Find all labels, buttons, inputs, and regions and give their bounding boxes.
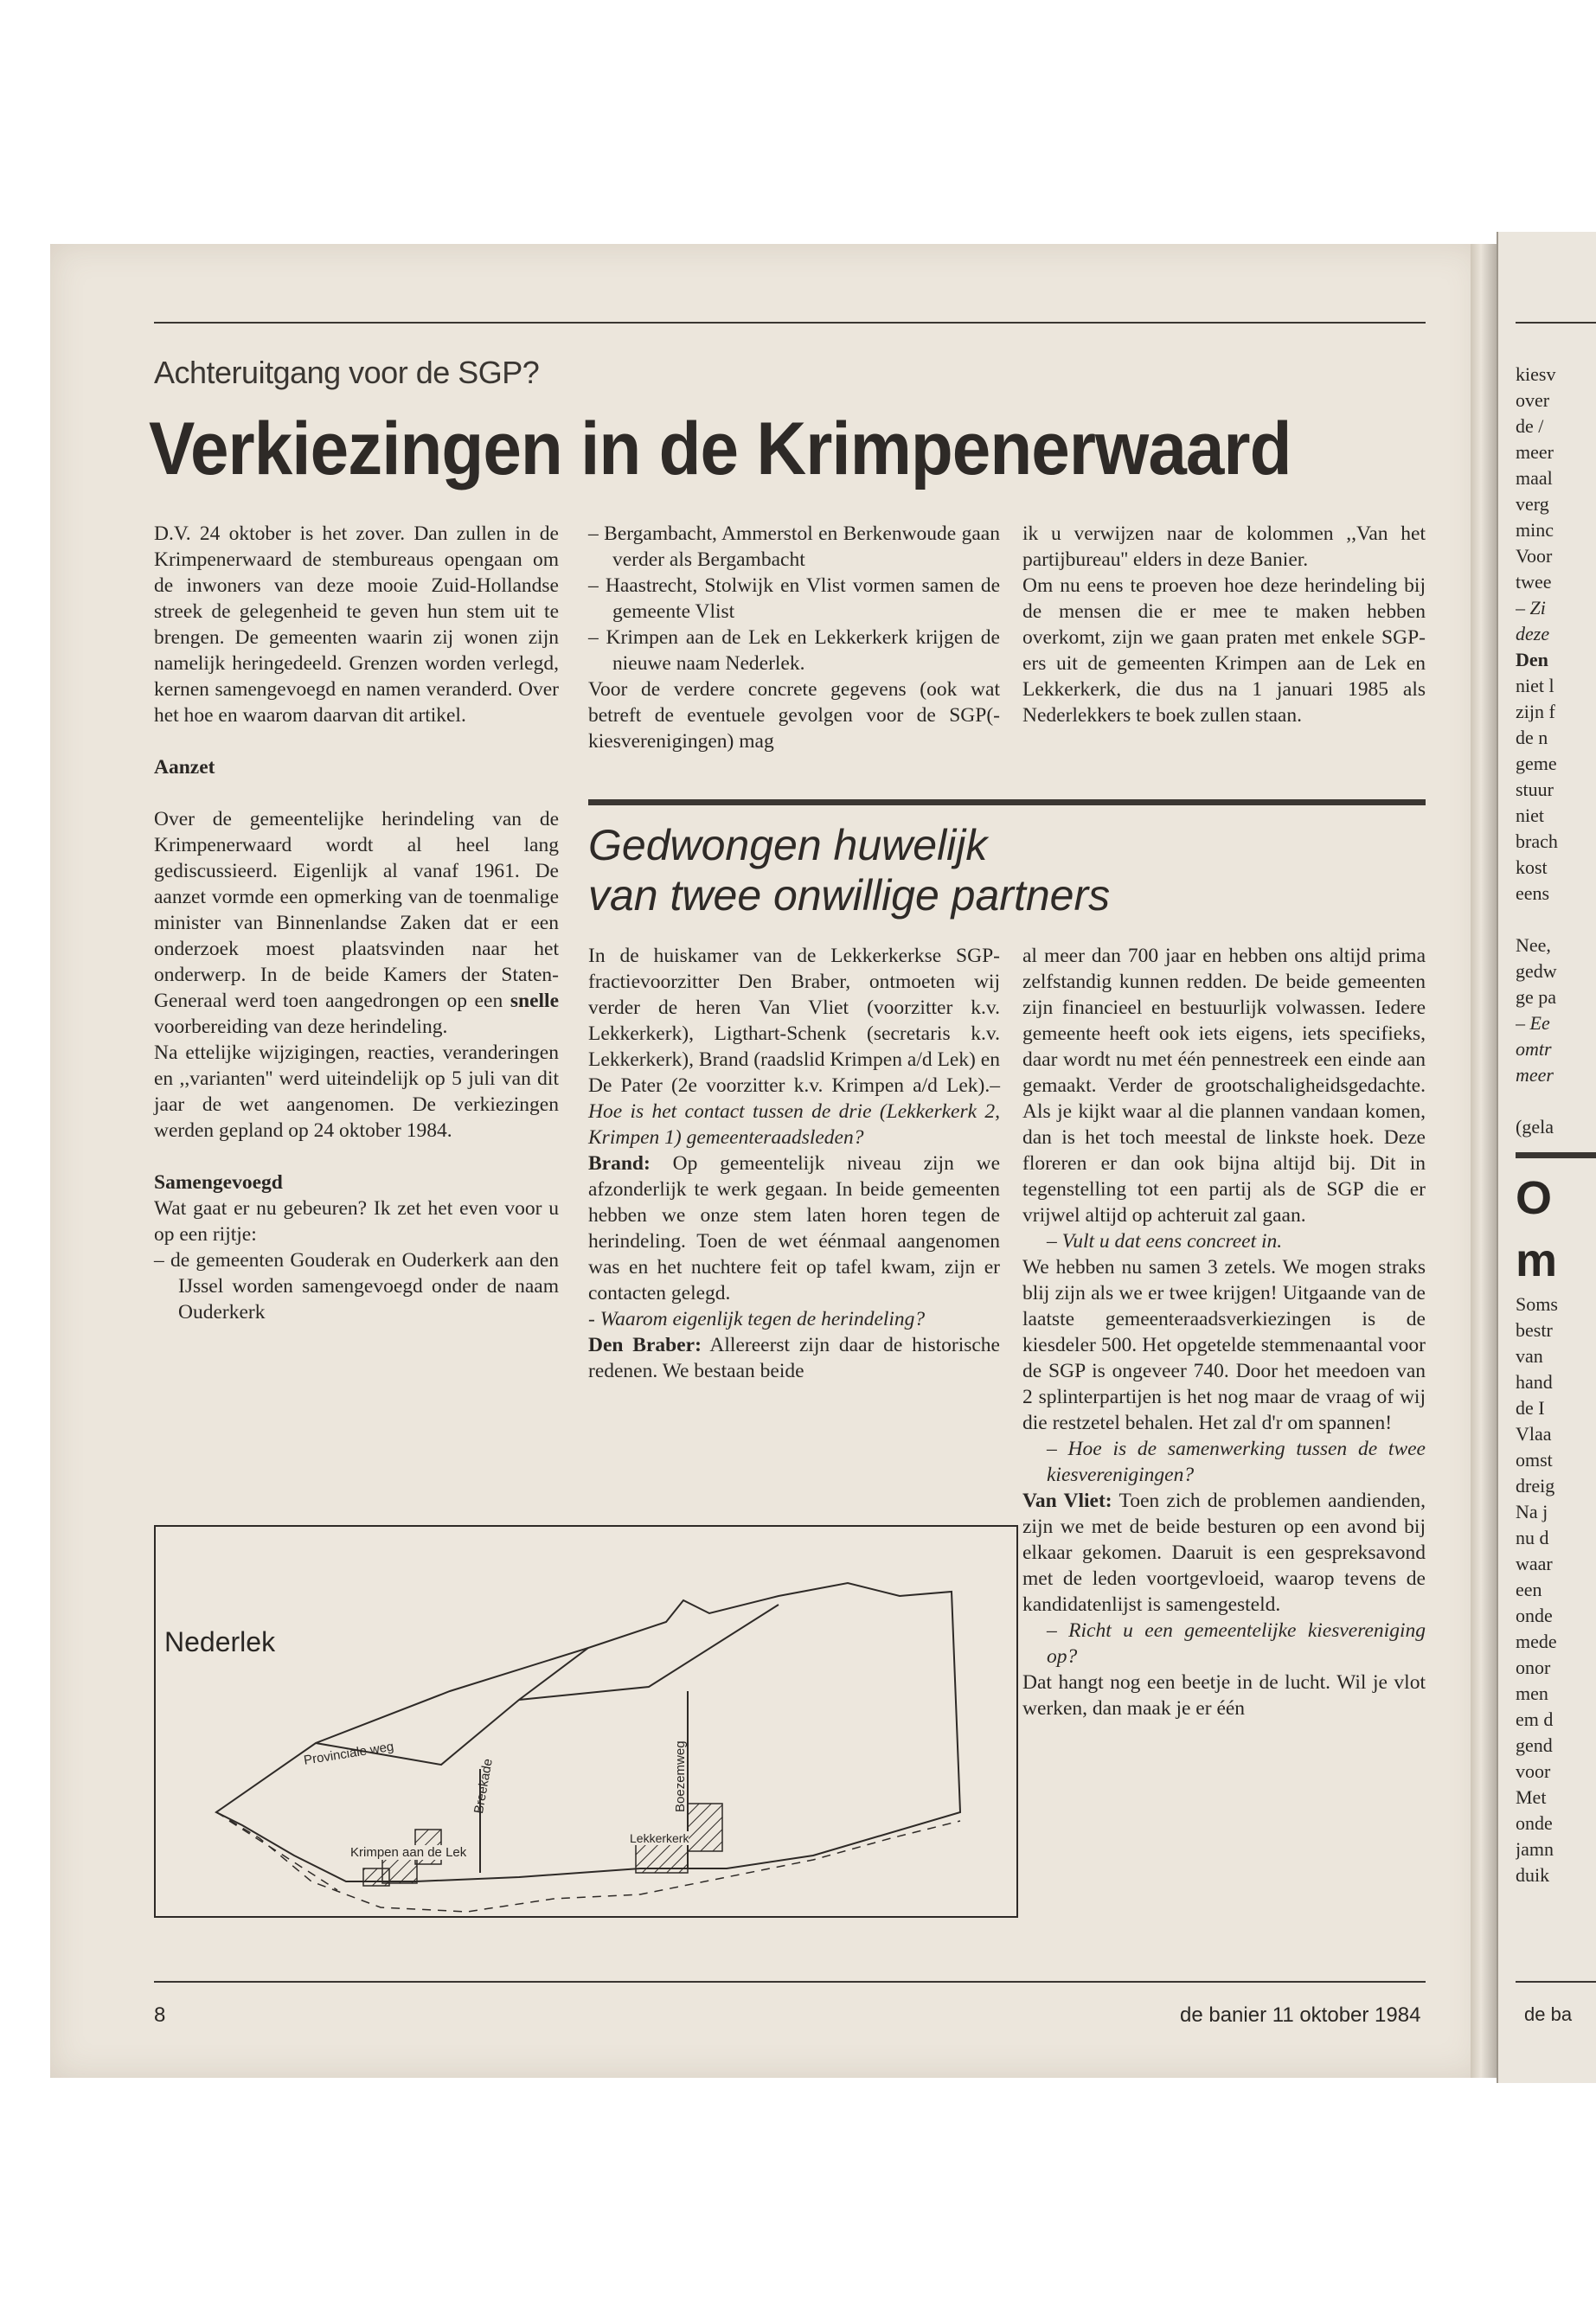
next-page-line: duik bbox=[1516, 1864, 1550, 1886]
next-page-line: Met bbox=[1516, 1786, 1547, 1808]
aanzet-text-b: voorbereiding van deze herindeling. bbox=[154, 1016, 448, 1038]
map-label-breekade: Breekade bbox=[471, 1757, 496, 1815]
next-page-line: Voor bbox=[1516, 545, 1553, 567]
page-fold bbox=[1471, 244, 1497, 2078]
map-label-provinciale-weg: Provinciale weg bbox=[303, 1739, 395, 1768]
next-page-line: Vlaa bbox=[1516, 1423, 1552, 1445]
column-3-paragraph-2: Om nu eens te proeven hoe deze herindeling bij de mensen die er mee te maken hebben overkomt, zijn we gaan praten met enkele SGP-ers uit de gemeenten Krimpen aan de Lek en Lekkerkerk, die dus na 1 januari 1985 als Nederlekkers te boek zullen staan. bbox=[1022, 574, 1426, 727]
next-page-line: ge pa bbox=[1516, 986, 1557, 1008]
column-3-upper bbox=[1022, 521, 1426, 728]
sub-headline bbox=[588, 820, 1110, 920]
next-page-line: em d bbox=[1516, 1708, 1554, 1730]
samengevoegd-paragraph: Wat gaat er nu gebeuren? Ik zet het even voor u op een rijtje: bbox=[154, 1197, 559, 1246]
next-page-line: bestr bbox=[1516, 1319, 1553, 1341]
map-label-lekkerkerk: Lekkerkerk bbox=[630, 1831, 689, 1845]
map-label-krimpen: Krimpen aan de Lek bbox=[350, 1845, 467, 1860]
next-page-line: meer bbox=[1516, 441, 1554, 463]
list-item: – de gemeenten Gouderak en Ouderkerk aan den IJssel worden samengevoegd onder de naam Ouderkerk bbox=[154, 1249, 559, 1324]
answer-den-braber bbox=[588, 1332, 1000, 1384]
article-kicker: Achteruitgang voor de SGP? bbox=[154, 355, 540, 390]
next-page-line: hand bbox=[1516, 1371, 1553, 1393]
column-3-paragraph-1: ik u verwijzen naar de kolommen ,,Van het partijbureau'' elders in deze Banier. bbox=[1022, 522, 1426, 571]
river-lek-inner bbox=[229, 1821, 337, 1890]
next-page-line: maal bbox=[1516, 467, 1553, 489]
next-page-bottom-rule bbox=[1516, 1981, 1596, 1983]
next-page-line: de I bbox=[1516, 1397, 1545, 1419]
speaker-brand: Brand: bbox=[588, 1152, 651, 1175]
next-page-headline-letter-2: m bbox=[1516, 1234, 1558, 1286]
bottom-rule bbox=[154, 1981, 1426, 1983]
answer-brand bbox=[588, 1150, 1000, 1306]
page-number: 8 bbox=[154, 2003, 166, 2027]
next-page-line: men bbox=[1516, 1682, 1548, 1704]
question-2: - Waarom eigenlijk tegen de herindeling? bbox=[588, 1308, 926, 1330]
answer-van-vliet-text: Toen zich de problemen aandienden, zijn we met de beide besturen op een avond bij elkaar gekomen. Daaruit is een gespreksavond met de leden voortgevloeid, waarop tevens de kandidatenlijst is samengesteld. bbox=[1022, 1490, 1426, 1616]
next-page-cropped bbox=[1497, 232, 1596, 2083]
column-5 bbox=[1022, 943, 1426, 1721]
column-2-paragraph: Voor de verdere concrete gegevens (ook wat betreft de eventuele gevolgen voor de SGP(-kiesverenigingen) mag bbox=[588, 678, 1000, 753]
next-page-line: Den bbox=[1516, 649, 1548, 670]
next-page-line: de n bbox=[1516, 727, 1548, 748]
next-page-line: omst bbox=[1516, 1449, 1553, 1471]
next-page-rule bbox=[1516, 1152, 1596, 1158]
list-item: – Krimpen aan de Lek en Lekkerkerk krijgen de nieuwe naam Nederlek. bbox=[588, 626, 1000, 675]
next-page-line: gend bbox=[1516, 1734, 1553, 1756]
question-3: – Vult u dat eens concreet in. bbox=[1047, 1230, 1283, 1253]
next-page-line: zijn f bbox=[1516, 701, 1555, 722]
river-lek bbox=[216, 1812, 960, 1912]
next-page-line bbox=[1516, 907, 1596, 933]
next-page-line: waar bbox=[1516, 1553, 1553, 1574]
aanzet-bold-word: snelle bbox=[510, 990, 559, 1012]
next-page-line: deze bbox=[1516, 623, 1550, 644]
next-page-line: onor bbox=[1516, 1657, 1551, 1678]
next-page-line: jamn bbox=[1516, 1838, 1554, 1860]
merger-list-part1 bbox=[154, 1247, 559, 1325]
next-page-headline-letter-1: O bbox=[1516, 1172, 1553, 1224]
next-page-line: geme bbox=[1516, 753, 1557, 774]
top-rule bbox=[154, 322, 1426, 324]
next-page-top-rule bbox=[1516, 322, 1596, 324]
article-headline: Verkiezingen in de Krimpenerwaard bbox=[149, 407, 1292, 490]
aanzet-text-a: Over de gemeentelijke herindeling van de Krimpenerwaard wordt al heel lang gediscussieerd. Eigenlijk al vanaf 1961. De aanzet vormde een opmerking van de toenmalige minister van Binnenlandse Zaken dat er een onderzoek moest plaatsvinden naar het onderwerp. In de beide Kamers der Staten-Generaal werd toen aangedrongen op een bbox=[154, 808, 559, 1012]
municipality-boundary bbox=[216, 1583, 960, 1881]
next-page-line: nu d bbox=[1516, 1527, 1549, 1548]
answer-brand-text: Op gemeentelijk niveau zijn we afzonderlijk te werk gegaan. In beide gemeenten hebben we onze stem laten horen tegen de herindeling. Toen de wet éénmaal aangenomen was en het nuchtere feit op tafel kwam, zijn er contacten gelegd. bbox=[588, 1152, 1000, 1304]
next-page-line: een bbox=[1516, 1579, 1542, 1600]
sub-headline-line-1: Gedwongen huwelijk bbox=[588, 821, 988, 869]
next-page-line: kost bbox=[1516, 856, 1548, 878]
aanzet-paragraph-2: Na ettelijke wijzigingen, reacties, veranderingen en ,,varianten'' werd uiteindelijk op 5 juli van dit jaar de wet aangenomen. De verkiezingen werden gepland op 24 oktober 1984. bbox=[154, 1042, 559, 1142]
next-page-footer: de ba bbox=[1524, 2003, 1573, 2025]
next-page-line: onde bbox=[1516, 1812, 1553, 1834]
question-5: – Richt u een gemeentelijke kiesvereniging op? bbox=[1047, 1619, 1426, 1668]
next-page-line: over bbox=[1516, 389, 1550, 411]
next-page-line: brach bbox=[1516, 830, 1558, 852]
map-drawing bbox=[156, 1527, 1016, 1916]
next-page-line: (gela bbox=[1516, 1116, 1554, 1138]
next-page-line: niet bbox=[1516, 804, 1544, 826]
aanzet-paragraph-1 bbox=[154, 806, 559, 1040]
next-page-line: – Ee bbox=[1516, 1012, 1550, 1034]
footer-source: de banier 11 oktober 1984 bbox=[1180, 2003, 1421, 2027]
heading-aanzet: Aanzet bbox=[154, 756, 215, 779]
next-page-line: – Zi bbox=[1516, 597, 1546, 619]
next-page-line: Na j bbox=[1516, 1501, 1548, 1522]
speaker-van-vliet: Van Vliet: bbox=[1022, 1490, 1112, 1512]
question-4: – Hoe is de samenwerking tussen de twee kiesverenigingen? bbox=[1047, 1438, 1426, 1486]
next-page-line: onde bbox=[1516, 1605, 1553, 1626]
nederlek-map bbox=[154, 1525, 1018, 1918]
next-page-line: de / bbox=[1516, 415, 1544, 437]
answer-van-vliet bbox=[1022, 1488, 1426, 1618]
next-page-line: gedw bbox=[1516, 960, 1557, 982]
next-page-line: eens bbox=[1516, 882, 1550, 904]
column-1 bbox=[154, 521, 559, 1325]
column-5-paragraph-3: Dat hangt nog een beetje in de lucht. Wil je vlot werken, dan maak je er één bbox=[1022, 1671, 1426, 1720]
column-5-paragraph-1: al meer dan 700 jaar en hebben ons altijd prima zelfstandig kunnen redden. De beide gemeenten zijn financieel en bestuurlijk volwassen. Iedere gemeente heeft ook iets eigens, iets specifieks, daar wordt nu met één pennestreek een einde aan gemaakt. Verder de grootschaligheidsgedachte. Als je kijkt waar al die plannen vandaan komen, dan is het toch meestal de linkste hoek. Deze floreren er dan ook bijna altijd bij. Dit in tegenstelling tot een partij als de SGP die er vrijwel altijd op achteruit zal gaan. bbox=[1022, 945, 1426, 1227]
column-5-paragraph-2: We hebben nu samen 3 zetels. We mogen straks blij zijn als we er twee krijgen! Uitgaande van de laatste gemeenteraadsverkiezingen is de kiesdeler 500. Het opgetelde stemmenaantal voor de SGP is ongeveer 740. Door het meedoen van 2 splinterpartijen is het nog maar de vraag of wij die restzetel behalen. Het zal d'r om spannen! bbox=[1022, 1256, 1426, 1434]
next-page-line: kiesv bbox=[1516, 363, 1556, 385]
next-page-line: Soms bbox=[1516, 1293, 1558, 1315]
merger-list-part2 bbox=[588, 521, 1000, 676]
section-rule bbox=[588, 799, 1426, 805]
question-1: Hoe is het contact tussen de drie (Lekkerkerk 2, Krimpen 1) gemeenteraadsleden? bbox=[588, 1100, 1000, 1149]
next-page-line: omtr bbox=[1516, 1038, 1552, 1060]
answer-den-braber-text: Allereerst zijn daar de historische redenen. We bestaan beide bbox=[588, 1334, 1000, 1382]
next-page-line: van bbox=[1516, 1345, 1543, 1367]
list-item: – Haastrecht, Stolwijk en Vlist vormen samen de gemeente Vlist bbox=[588, 574, 1000, 623]
next-page-line: minc bbox=[1516, 519, 1554, 541]
interview-intro-text: In de huiskamer van de Lekkerkerkse SGP-fractievoorzitter Den Braber, ontmoeten wij verder de heren Van Vliet (voorzitter k.v. Lekkerkerk), Ligthart-Schenk (secretaris k.v. Lekkerkerk), Brand (raadslid Krimpen a/d Lek) en De Pater (2e voorzitter k.v. Krimpen a/d Lek).– bbox=[588, 945, 1000, 1097]
next-page-line: Nee, bbox=[1516, 934, 1551, 956]
speaker-den-braber: Den Braber: bbox=[588, 1334, 702, 1356]
map-label-boezemweg: Boezemweg bbox=[673, 1740, 688, 1812]
division-line bbox=[519, 1605, 779, 1700]
map-title: Nederlek bbox=[164, 1626, 276, 1657]
column-2-upper bbox=[588, 521, 1000, 754]
intro-paragraph: D.V. 24 oktober is het zover. Dan zullen in de Krimpenerwaard de stembureaus opengaan om de inwoners van deze mooie Zuid-Hollandse streek de gelegenheid te geven hun stem uit te brengen. De gemeenten waarin zij wonen zijn namelijk heringedeeld. Grenzen worden verlegd, kernen samengevoegd en namen veranderd. Over het hoe en waarom daarvan dit artikel. bbox=[154, 522, 559, 727]
next-page-line: niet l bbox=[1516, 675, 1554, 696]
next-page-line: verg bbox=[1516, 493, 1549, 515]
next-page-line: twee bbox=[1516, 571, 1552, 593]
sub-headline-line-2: van twee onwillige partners bbox=[588, 871, 1111, 920]
list-item: – Bergambacht, Ammerstol en Berkenwoude gaan verder als Bergambacht bbox=[588, 522, 1000, 571]
next-page-line: dreig bbox=[1516, 1475, 1555, 1497]
next-page-line bbox=[1516, 1088, 1596, 1114]
next-page-column bbox=[1516, 362, 1596, 1888]
heading-samengevoegd: Samengevoegd bbox=[154, 1171, 283, 1194]
next-page-line: mede bbox=[1516, 1631, 1557, 1652]
next-page-line: stuur bbox=[1516, 779, 1554, 800]
next-page-line: meer bbox=[1516, 1064, 1554, 1086]
column-4 bbox=[588, 943, 1000, 1384]
interview-intro bbox=[588, 943, 1000, 1150]
next-page-line: voor bbox=[1516, 1760, 1551, 1782]
